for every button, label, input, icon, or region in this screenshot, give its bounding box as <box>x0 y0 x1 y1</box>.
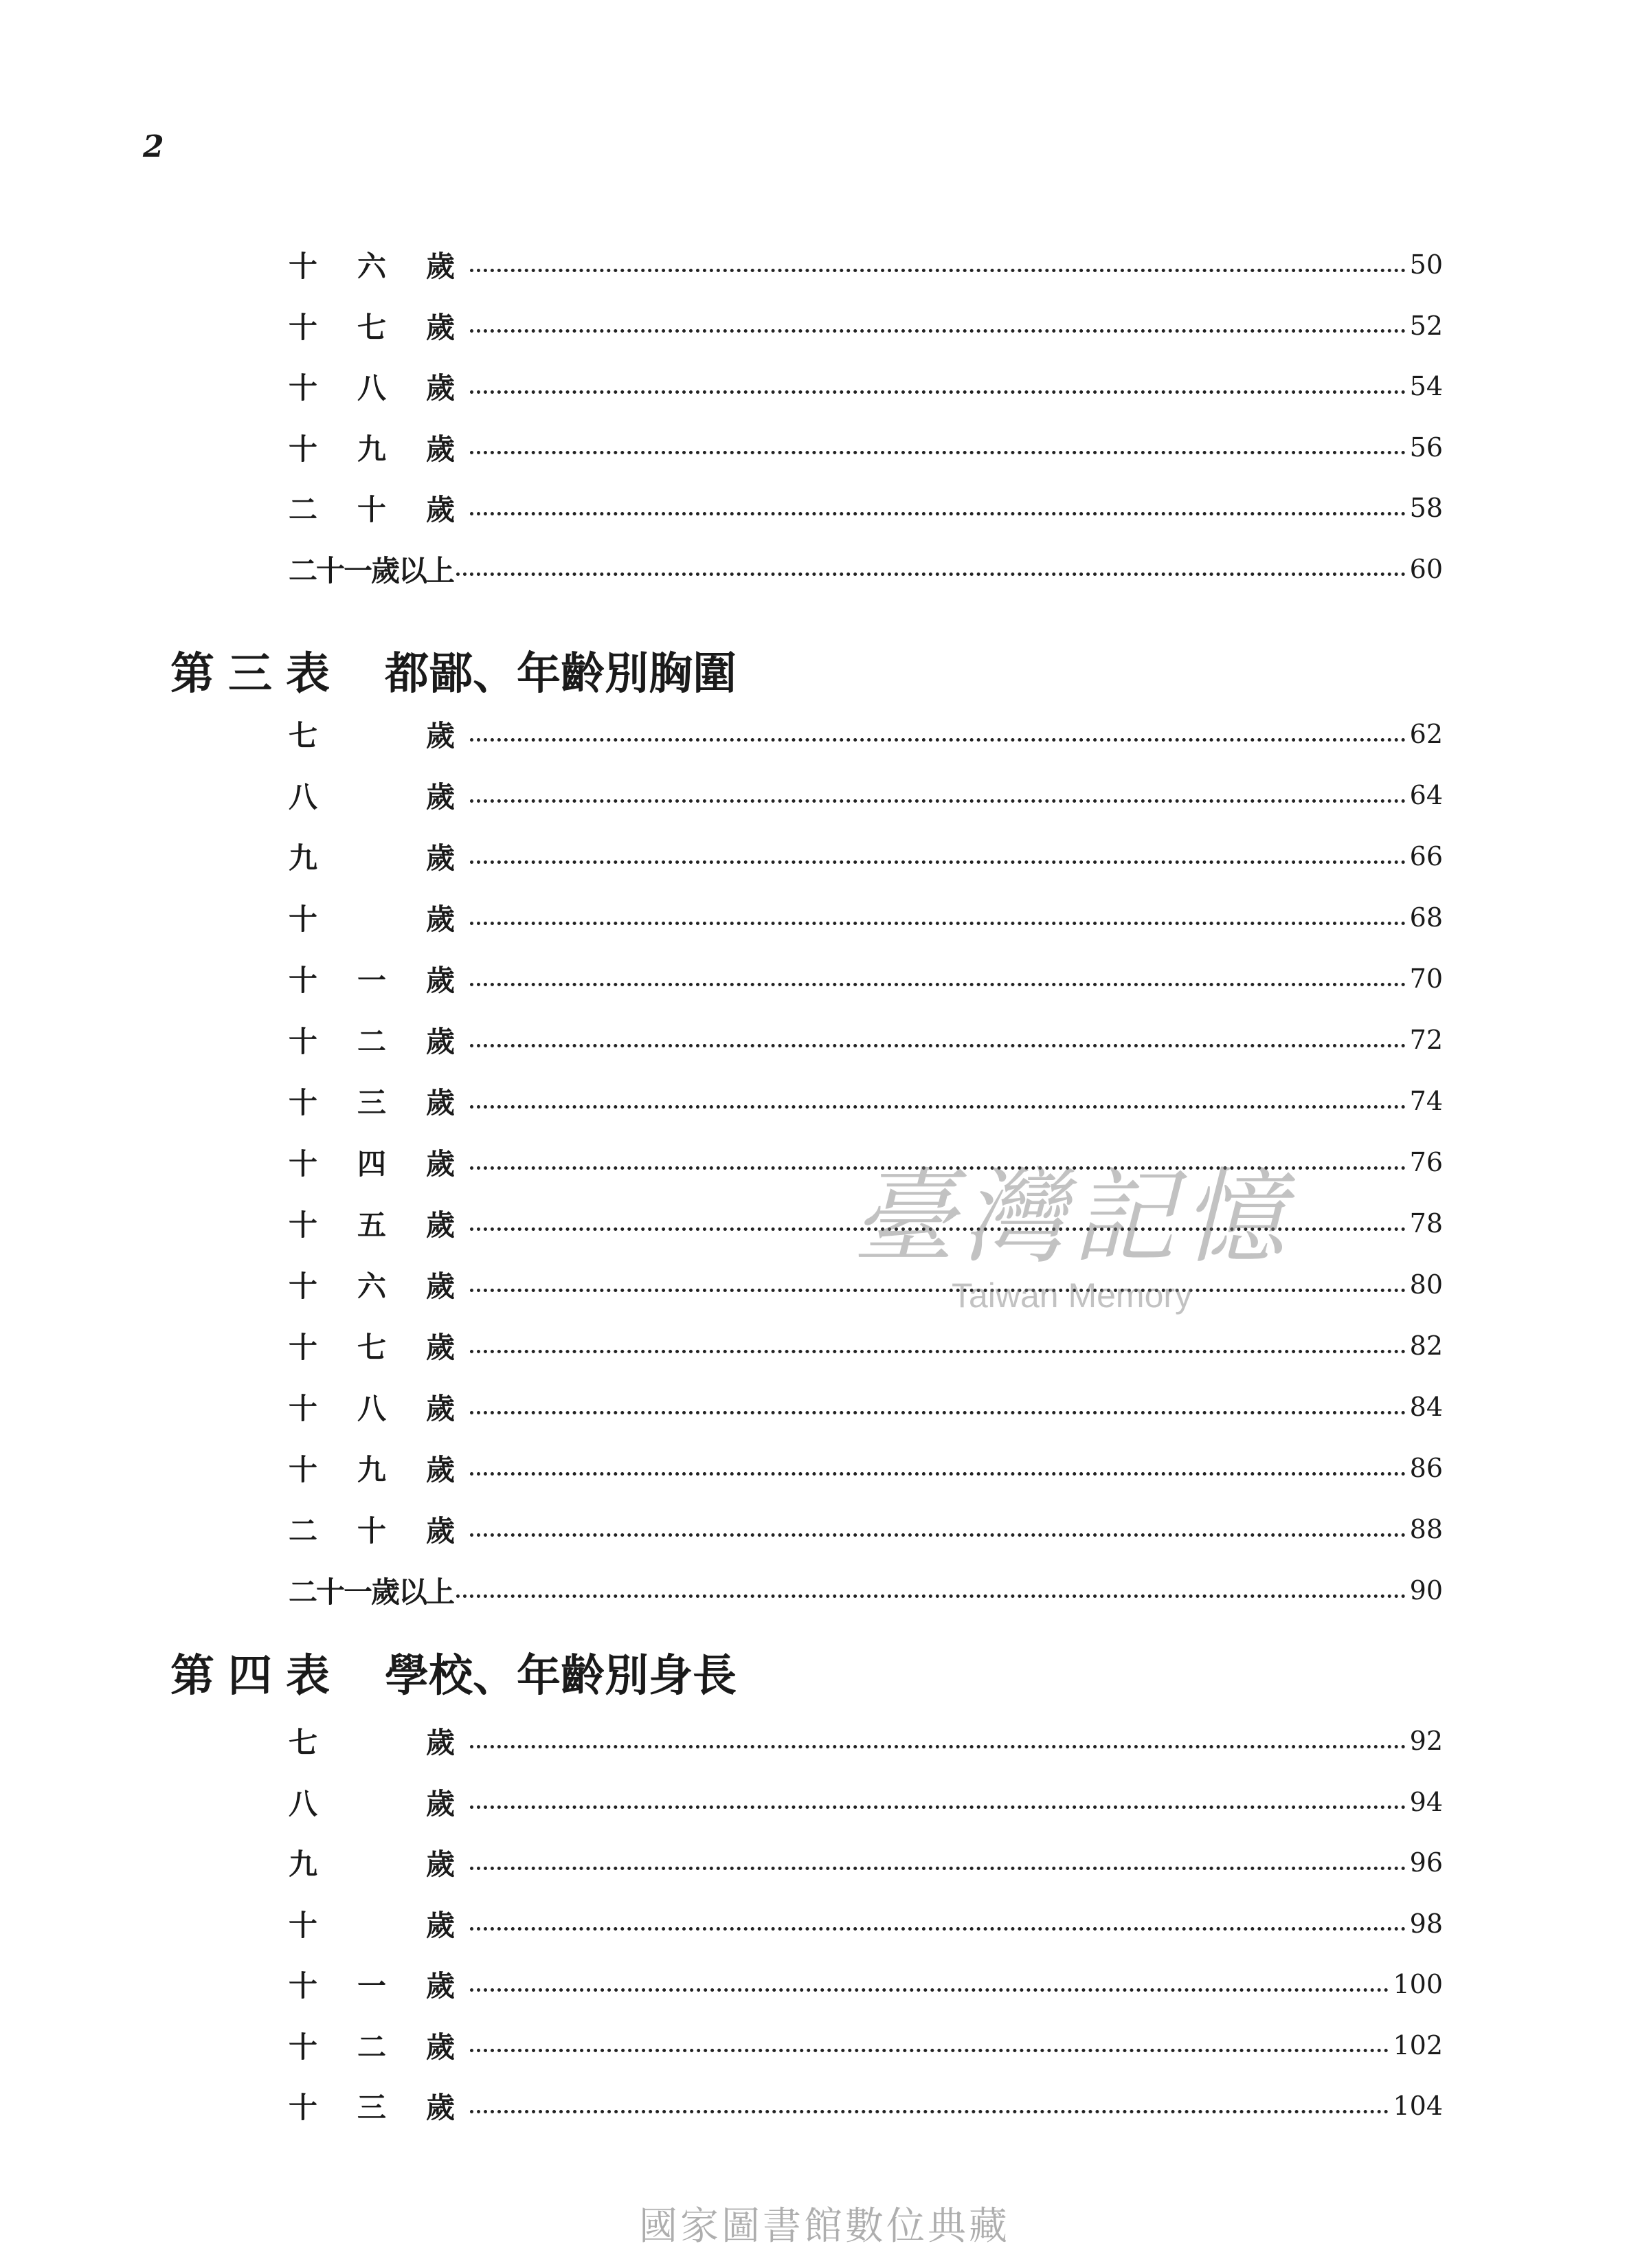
toc-entry <box>289 2085 1443 2126</box>
toc-entry-char: 十 <box>289 1208 318 1242</box>
toc-entry-char: 十 <box>289 2091 318 2124</box>
toc-entry <box>289 1903 1443 1944</box>
toc-entry-label <box>289 1781 467 1823</box>
toc-entry-char: 十 <box>289 1392 318 1425</box>
section3-heading <box>170 639 737 701</box>
toc-entry-label: 二十一歲以上 <box>289 553 454 588</box>
toc-entry-label <box>289 427 467 468</box>
toc-entry <box>289 244 1443 285</box>
toc-entry-char: 十 <box>289 432 318 466</box>
toc-entry-label <box>289 958 467 999</box>
toc-entry-char: 歲 <box>426 2091 456 2124</box>
toc-entry-char: 二 <box>289 493 318 526</box>
toc-entry-page: 56 <box>1409 432 1443 463</box>
toc-entry-char: 九 <box>289 841 318 875</box>
toc-entry-page: 68 <box>1409 902 1443 933</box>
toc-entry-char: 歲 <box>426 1086 456 1120</box>
toc-entry-page: 90 <box>1409 1575 1443 1605</box>
leader-dots <box>470 922 1406 925</box>
toc-entry <box>289 2025 1443 2066</box>
toc-entry <box>289 1570 1443 1611</box>
toc-entry-page: 104 <box>1393 2091 1443 2121</box>
toc-entry <box>289 1509 1443 1550</box>
toc-entry-char: 十 <box>357 1514 387 1548</box>
toc-entry-label <box>289 1509 467 1550</box>
toc-entry <box>289 1781 1443 1823</box>
toc-entry-label <box>289 305 467 346</box>
toc-entry-char: 十 <box>289 1969 318 2003</box>
toc-entry-page: 86 <box>1409 1453 1443 1483</box>
toc-entry-char: 歲 <box>426 1269 456 1303</box>
toc-entry-page: 58 <box>1409 493 1443 523</box>
toc-entry-char: 歲 <box>426 1786 456 1821</box>
leader-dots <box>470 1044 1406 1047</box>
toc-entry-char: 十 <box>289 2030 318 2064</box>
toc-entry-char: 六 <box>357 249 387 283</box>
toc-entry-label <box>289 1080 467 1122</box>
toc-entry-page: 50 <box>1409 249 1443 280</box>
leader-dots <box>470 1533 1406 1537</box>
toc-entry-page: 88 <box>1409 1514 1443 1544</box>
toc-entry-label <box>289 366 467 407</box>
leader-dots <box>456 1594 1406 1598</box>
toc-entry-char: 歲 <box>426 1969 456 2003</box>
leader-dots <box>470 1745 1406 1748</box>
toc-entry-page: 62 <box>1409 719 1443 749</box>
toc-entry-page: 94 <box>1409 1786 1443 1817</box>
toc-entry-char: 六 <box>357 1269 387 1303</box>
toc-entry-label <box>289 487 467 529</box>
toc-entry <box>289 836 1443 877</box>
toc-entry-char: 十 <box>289 1086 318 1120</box>
toc-entry-char: 歲 <box>426 1392 456 1425</box>
toc-entry-char: 十 <box>289 1269 318 1303</box>
toc-entry-char: 十 <box>289 902 318 936</box>
leader-dots <box>470 390 1406 394</box>
toc-entry-label <box>289 244 467 285</box>
watermark-english: Taiwan Memory <box>951 1276 1193 1315</box>
leader-dots <box>470 1927 1406 1931</box>
toc-entry-page: 72 <box>1409 1025 1443 1055</box>
section3-title: 都鄙、年齡別胸圍 <box>385 648 737 700</box>
leader-dots <box>470 1867 1406 1870</box>
toc-entry-label <box>289 775 467 816</box>
toc-entry-char: 十 <box>357 493 387 526</box>
toc-entry-label <box>289 2025 467 2066</box>
section4-number: 第四表 <box>170 1650 344 1702</box>
leader-dots <box>470 329 1406 333</box>
toc-entry-char: 二 <box>357 1025 387 1058</box>
toc-entry <box>289 1964 1443 2005</box>
toc-entry-char: 十 <box>289 1453 318 1487</box>
toc-entry <box>289 897 1443 938</box>
toc-entry-label <box>289 1142 467 1183</box>
toc-entry <box>289 305 1443 346</box>
toc-entry <box>289 1325 1443 1366</box>
toc-entry <box>289 366 1443 407</box>
leader-dots <box>470 1105 1406 1109</box>
toc-entry-char: 一 <box>357 1969 387 2003</box>
toc-entry-label <box>289 1325 467 1366</box>
toc-entry-char: 歲 <box>426 1147 456 1181</box>
toc-entry-char: 十 <box>289 249 318 283</box>
leader-dots <box>470 269 1406 272</box>
page-number: 2 <box>143 129 164 164</box>
toc-entry <box>289 548 1443 590</box>
leader-dots <box>470 1472 1406 1476</box>
toc-entry-label <box>289 1720 467 1761</box>
toc-entry-char: 十 <box>289 1025 318 1058</box>
leader-dots <box>470 1805 1406 1809</box>
toc-entry-page: 82 <box>1409 1331 1443 1361</box>
toc-entry-char: 歲 <box>426 2030 456 2064</box>
toc-entry-char: 歲 <box>426 964 456 997</box>
leader-dots <box>470 1350 1406 1353</box>
toc-entry-page: 84 <box>1409 1392 1443 1422</box>
leader-dots <box>470 2049 1389 2052</box>
toc-entry-char: 八 <box>357 371 387 405</box>
toc-entry-char: 歲 <box>426 1208 456 1242</box>
toc-entry-char: 二 <box>357 2030 387 2064</box>
toc-entry-char: 十 <box>289 1908 318 1942</box>
toc-entry-char: 歲 <box>426 249 456 283</box>
toc-entry <box>289 1842 1443 1883</box>
leader-dots <box>470 2110 1389 2113</box>
toc-entry-char: 五 <box>357 1208 387 1242</box>
toc-entry-char: 歲 <box>426 310 456 344</box>
section3-number: 第三表 <box>170 648 344 700</box>
toc-entry-char: 歲 <box>426 1025 456 1058</box>
toc-entry-page: 74 <box>1409 1086 1443 1116</box>
toc-entry-label <box>289 836 467 877</box>
toc-entry-char: 九 <box>289 1847 318 1881</box>
footer-collection-mark: 國家圖書館數位典藏 <box>639 2204 1010 2249</box>
toc-entry-char: 歲 <box>426 1514 456 1548</box>
toc-entry-page: 76 <box>1409 1147 1443 1177</box>
toc-entry-label <box>289 1964 467 2005</box>
section4-heading <box>170 1641 737 1703</box>
toc-entry-char: 十 <box>289 371 318 405</box>
toc-entry-char: 歲 <box>426 432 456 466</box>
section4-title: 學校、年齡別身長 <box>385 1650 737 1702</box>
toc-entry-char: 九 <box>357 432 387 466</box>
leader-dots <box>470 451 1406 454</box>
toc-entry-char: 歲 <box>426 902 456 936</box>
toc-entry-char: 十 <box>289 310 318 344</box>
toc-entry-page: 100 <box>1393 1969 1443 1999</box>
toc-entry-char: 七 <box>357 1331 387 1364</box>
watermark <box>824 1134 1319 1315</box>
toc-entry-page: 60 <box>1409 553 1443 584</box>
toc-entry <box>289 775 1443 816</box>
toc-entry-label <box>289 2085 467 2126</box>
leader-dots <box>470 860 1406 864</box>
toc-entry-char: 十 <box>289 1147 318 1181</box>
toc-entry-page: 98 <box>1409 1908 1443 1939</box>
toc-entry-label <box>289 1447 467 1489</box>
toc-entry <box>289 487 1443 529</box>
toc-entry <box>289 1447 1443 1489</box>
toc-entry-char: 一 <box>357 964 387 997</box>
toc-entry-char: 歲 <box>426 1331 456 1364</box>
leader-dots <box>456 572 1406 576</box>
toc-entry-label <box>289 897 467 938</box>
toc-entry-label <box>289 1019 467 1060</box>
toc-entry-char: 七 <box>289 1726 318 1759</box>
toc-entry-page: 52 <box>1409 310 1443 341</box>
toc-entry-char: 十 <box>289 1331 318 1364</box>
toc-entry-char: 歲 <box>426 1453 456 1487</box>
toc-entry-char: 歲 <box>426 780 456 814</box>
toc-entry-page: 64 <box>1409 780 1443 810</box>
toc-entry-label <box>289 1203 467 1244</box>
toc-entry-char: 歲 <box>426 719 456 753</box>
toc-entry-char: 七 <box>289 719 318 753</box>
toc-entry-page: 70 <box>1409 964 1443 994</box>
toc-entry-label: 二十一歲以上 <box>289 1575 454 1609</box>
toc-entry-label <box>289 1264 467 1305</box>
toc-entry-page: 96 <box>1409 1847 1443 1878</box>
toc-entry-char: 三 <box>357 1086 387 1120</box>
toc-entry <box>289 427 1443 468</box>
toc-entry-char: 三 <box>357 2091 387 2124</box>
toc-entry-page: 102 <box>1393 2030 1443 2060</box>
toc-entry-label <box>289 1386 467 1427</box>
toc-entry <box>289 958 1443 999</box>
toc-entry-char: 歲 <box>426 1847 456 1881</box>
toc-entry-char: 九 <box>357 1453 387 1487</box>
toc-entry <box>289 713 1443 755</box>
toc-entry-label <box>289 713 467 755</box>
toc-entry-char: 十 <box>289 964 318 997</box>
toc-entry-char: 歲 <box>426 1726 456 1759</box>
leader-dots <box>470 983 1406 986</box>
toc-entry-char: 歲 <box>426 371 456 405</box>
toc-entry-label <box>289 1903 467 1944</box>
toc-entry-page: 54 <box>1409 371 1443 401</box>
toc-entry-label <box>289 1842 467 1883</box>
toc-entry-page: 80 <box>1409 1269 1443 1300</box>
toc-entry-char: 七 <box>357 310 387 344</box>
leader-dots <box>470 799 1406 803</box>
toc-entry <box>289 1386 1443 1427</box>
toc-entry-char: 歲 <box>426 841 456 875</box>
toc-entry-char: 八 <box>289 1786 318 1821</box>
leader-dots <box>470 1988 1389 1992</box>
toc-entry-char: 八 <box>289 780 318 814</box>
toc-entry-char: 二 <box>289 1514 318 1548</box>
leader-dots <box>470 738 1406 742</box>
toc-entry <box>289 1080 1443 1122</box>
leader-dots <box>470 1411 1406 1414</box>
toc-entry-char: 八 <box>357 1392 387 1425</box>
toc-entry-char: 歲 <box>426 493 456 526</box>
toc-entry-page: 78 <box>1409 1208 1443 1238</box>
toc-entry-char: 四 <box>357 1147 387 1181</box>
toc-entry <box>289 1019 1443 1060</box>
toc-entry-page: 92 <box>1409 1726 1443 1756</box>
leader-dots <box>470 512 1406 515</box>
toc-entry-char: 歲 <box>426 1908 456 1942</box>
toc-entry <box>289 1720 1443 1761</box>
toc-entry-page: 66 <box>1409 841 1443 871</box>
watermark-chinese: 臺灣記憶 <box>851 1158 1292 1278</box>
